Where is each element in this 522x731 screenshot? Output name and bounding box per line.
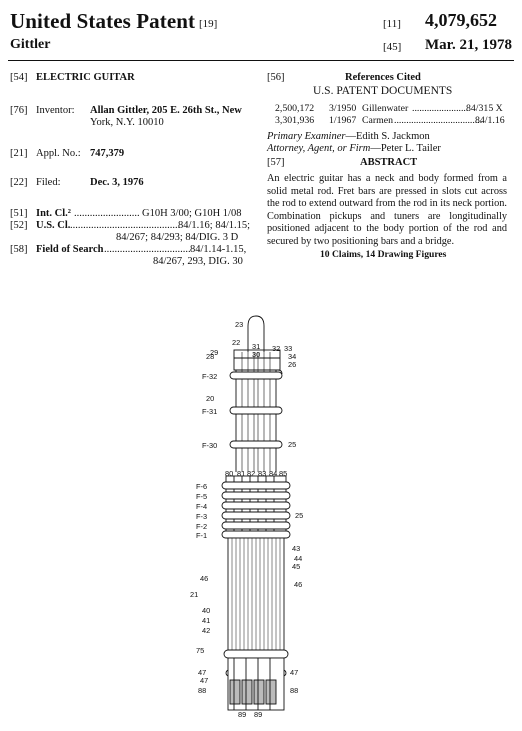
number-code: [11] <box>383 18 401 30</box>
filed-code: [22] <box>10 177 28 188</box>
label-85: 85 <box>279 469 288 478</box>
label-23: 23 <box>235 320 244 329</box>
label-f1: F-1 <box>196 531 208 540</box>
ref-dots-2: .................................... <box>394 115 483 126</box>
label-f32: F-32 <box>202 372 218 381</box>
patent-title: United States Patent <box>10 9 196 33</box>
filed-label: Filed: <box>36 177 61 188</box>
label-46-right: 46 <box>294 580 303 589</box>
label-21: 21 <box>190 590 199 599</box>
us-cl-dots: .......................................... <box>70 220 181 231</box>
inventor-value-line2: York, N.Y. 10010 <box>90 117 164 128</box>
abstract-text: An electric guitar has a neck and body formed from a solid metal rod. Fret bars are pressed in slots cut across the rod to extend outward from the rod in its neck portion. Combination pickups and tuners are longitudinally positioned adjacent to the body portion of the rod and secured by two positioning bars and a bridge. <box>267 173 507 247</box>
label-47-right: 47 <box>290 668 299 677</box>
label-41: 41 <box>202 616 211 625</box>
label-83: 83 <box>258 469 267 478</box>
label-47-a: 47 <box>198 668 207 677</box>
label-45: 45 <box>292 562 301 571</box>
inventor-value-line1: Allan Gittler, 205 E. 26th St., New <box>90 105 242 116</box>
ref-date-2: 1/1967 <box>329 115 357 126</box>
label-26: 26 <box>288 360 297 369</box>
label-82: 82 <box>247 469 256 478</box>
inventor-surname: Gittler <box>10 37 51 52</box>
label-f4: F-4 <box>196 502 208 511</box>
label-25-lower: 25 <box>295 511 304 520</box>
label-40: 40 <box>202 606 211 615</box>
label-46-left: 46 <box>200 574 209 583</box>
label-29: 29 <box>210 348 219 357</box>
us-cl-label: U.S. Cl. <box>36 220 71 231</box>
label-31: 31 <box>252 342 261 351</box>
int-cl-code: [51] <box>10 208 28 219</box>
abstract-heading: ABSTRACT <box>360 157 418 168</box>
fret-f32 <box>230 372 282 379</box>
int-cl-label: Int. Cl.² <box>36 208 71 219</box>
ref-dots-1: ....................... <box>412 103 469 114</box>
label-75: 75 <box>196 646 205 655</box>
label-80: 80 <box>225 469 234 478</box>
label-32: 32 <box>272 344 281 353</box>
ref-number-1: 2,500,172 <box>275 103 315 114</box>
field-search-code: [58] <box>10 244 28 255</box>
label-88-left: 88 <box>198 686 207 695</box>
refs-code: [56] <box>267 72 285 83</box>
guitar-drawing <box>186 312 326 726</box>
label-f31: F-31 <box>202 407 218 416</box>
refs-heading: References Cited <box>345 72 421 83</box>
label-44: 44 <box>294 554 303 563</box>
title-code: [19] <box>199 18 218 30</box>
label-25-upper: 25 <box>288 440 297 449</box>
inventor-label: Inventor: <box>36 105 75 116</box>
appl-code: [21] <box>10 148 28 159</box>
header-rule <box>8 60 514 61</box>
label-20: 20 <box>206 394 215 403</box>
label-28: 28 <box>206 352 215 361</box>
label-f6: F-6 <box>196 482 208 491</box>
ref-date-1: 3/1950 <box>329 103 357 114</box>
guitar-body <box>228 538 284 650</box>
label-89-b: 89 <box>254 710 263 719</box>
label-f2: F-2 <box>196 522 208 531</box>
label-43: 43 <box>292 544 301 553</box>
int-cl-value: G10H 3/00; G10H 1/08 <box>142 208 242 219</box>
label-89-a: 89 <box>238 710 247 719</box>
field-search-label: Field of Search <box>36 244 104 255</box>
label-f5: F-5 <box>196 492 208 501</box>
examiner-line: Primary Examiner—Edith S. Jackmon <box>267 131 430 142</box>
title-field-code: [54] <box>10 72 28 83</box>
us-cl-code: [52] <box>10 220 28 231</box>
filed-value: Dec. 3, 1976 <box>90 177 144 188</box>
label-81: 81 <box>237 469 246 478</box>
abstract-code: [57] <box>267 157 285 168</box>
tail-block <box>228 658 284 710</box>
ref-class-2: 84/1.16 <box>475 115 505 126</box>
pickup-block <box>222 476 290 538</box>
label-f30: F-30 <box>202 441 218 450</box>
patent-date: Mar. 21, 1978 <box>425 37 512 53</box>
ref-name-2: Carmen <box>362 115 394 126</box>
label-84: 84 <box>269 469 278 478</box>
us-cl-value-line1: 84/1.16; 84/1.15; <box>178 220 251 231</box>
ref-number-2: 3,301,936 <box>275 115 315 126</box>
field-search-dots: ................................. <box>104 244 191 255</box>
label-22: 22 <box>232 338 241 347</box>
refs-subheading: U.S. PATENT DOCUMENTS <box>313 85 453 97</box>
fret-f30 <box>230 441 282 448</box>
patent-number: 4,079,652 <box>425 10 497 30</box>
label-f3: F-3 <box>196 512 208 521</box>
label-33: 33 <box>284 344 293 353</box>
date-code: [45] <box>383 41 402 53</box>
fret-f31 <box>230 407 282 414</box>
claims-line: 10 Claims, 14 Drawing Figures <box>320 249 447 260</box>
int-cl-dots: ......................... <box>74 208 140 219</box>
appl-value: 747,379 <box>90 148 125 159</box>
label-30: 30 <box>252 350 261 359</box>
field-search-value-line2: 84/267, 293, DIG. 30 <box>153 256 243 267</box>
bridge-bar <box>224 650 288 658</box>
attorney-line: Attorney, Agent, or Firm—Peter L. Tailer <box>267 143 441 154</box>
label-42: 42 <box>202 626 211 635</box>
appl-label: Appl. No.: <box>36 148 81 159</box>
ref-name-1: Gillenwater <box>362 103 409 114</box>
label-47-b: 47 <box>200 676 209 685</box>
field-search-value-line1: 84/1.14-1.15, <box>190 244 247 255</box>
invention-title: ELECTRIC GUITAR <box>36 72 135 83</box>
inventor-code: [76] <box>10 105 28 116</box>
label-88-right: 88 <box>290 686 299 695</box>
ref-class-1: 84/315 X <box>466 103 503 114</box>
us-cl-value-line2: 84/267; 84/293; 84/DIG. 3 D <box>116 232 239 243</box>
label-34: 34 <box>288 352 297 361</box>
